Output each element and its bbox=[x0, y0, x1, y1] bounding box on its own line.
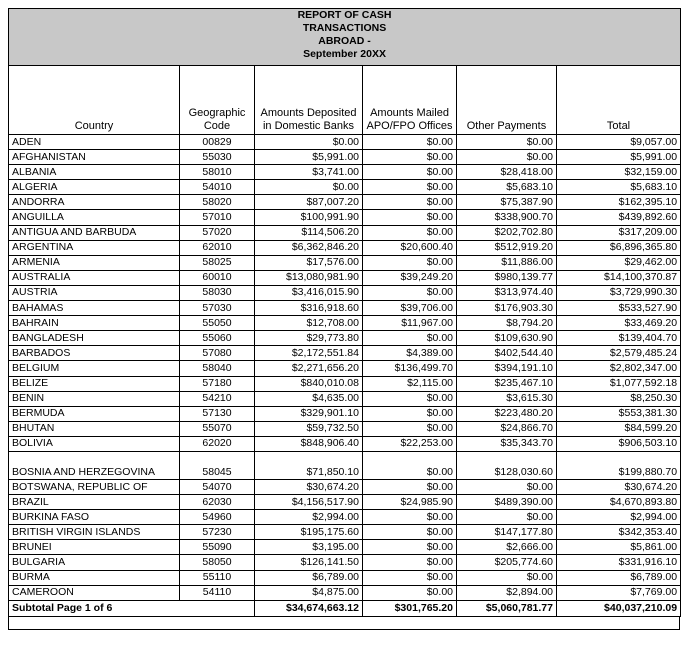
cell-country: CAMEROON bbox=[9, 585, 180, 600]
table-body bbox=[9, 135, 681, 601]
table-row bbox=[9, 525, 681, 540]
cell-country: ARGENTINA bbox=[9, 240, 180, 255]
cell-country: BOLIVIA bbox=[9, 436, 180, 451]
cell-geographic-code: 55110 bbox=[180, 570, 255, 585]
cell-mailed: $0.00 bbox=[363, 555, 457, 570]
cell-country: AFGHANISTAN bbox=[9, 150, 180, 165]
cell-country: AUSTRALIA bbox=[9, 270, 180, 285]
cell-geographic-code: 57080 bbox=[180, 346, 255, 361]
cell-country: AUSTRIA bbox=[9, 285, 180, 300]
cell-mailed: $0.00 bbox=[363, 510, 457, 525]
cell-mailed: $0.00 bbox=[363, 451, 457, 479]
cell-mailed: $20,600.40 bbox=[363, 240, 457, 255]
cell-other-payments: $223,480.20 bbox=[457, 406, 557, 421]
cell-other-payments: $394,191.10 bbox=[457, 361, 557, 376]
table-row bbox=[9, 346, 681, 361]
cell-total: $162,395.10 bbox=[557, 195, 681, 210]
cell-country: BRAZIL bbox=[9, 495, 180, 510]
table-footer-border bbox=[8, 616, 680, 630]
cell-other-payments: $75,387.90 bbox=[457, 195, 557, 210]
table-row bbox=[9, 495, 681, 510]
column-header-other-payments: Other Payments bbox=[457, 66, 557, 135]
cell-total: $7,769.00 bbox=[557, 585, 681, 600]
column-header-deposited: Amounts Deposited in Domestic Banks bbox=[255, 66, 363, 135]
cell-other-payments: $205,774.60 bbox=[457, 555, 557, 570]
table-row bbox=[9, 255, 681, 270]
cell-country: ANTIGUA AND BARBUDA bbox=[9, 225, 180, 240]
cash-transactions-table bbox=[8, 8, 681, 617]
cell-geographic-code: 54010 bbox=[180, 180, 255, 195]
cell-country: BOSNIA AND HERZEGOVINA bbox=[9, 451, 180, 479]
title-line: September 20XX bbox=[303, 48, 386, 60]
cell-total: $3,729,990.30 bbox=[557, 285, 681, 300]
cell-mailed: $39,249.20 bbox=[363, 270, 457, 285]
cell-total: $199,880.70 bbox=[557, 451, 681, 479]
cell-other-payments: $3,615.30 bbox=[457, 391, 557, 406]
cell-total: $331,916.10 bbox=[557, 555, 681, 570]
cell-geographic-code: 58010 bbox=[180, 165, 255, 180]
table-row bbox=[9, 240, 681, 255]
cell-deposited: $13,080,981.90 bbox=[255, 270, 363, 285]
cell-total: $84,599.20 bbox=[557, 421, 681, 436]
cell-other-payments: $402,544.40 bbox=[457, 346, 557, 361]
cell-country: BENIN bbox=[9, 391, 180, 406]
report-title bbox=[9, 9, 681, 66]
cell-other-payments: $0.00 bbox=[457, 135, 557, 150]
cell-geographic-code: 55050 bbox=[180, 316, 255, 331]
table-row bbox=[9, 210, 681, 225]
cell-total: $9,057.00 bbox=[557, 135, 681, 150]
cell-geographic-code: 58045 bbox=[180, 451, 255, 479]
table-row bbox=[9, 451, 681, 479]
table-row bbox=[9, 270, 681, 285]
column-header-country: Country bbox=[9, 66, 180, 135]
cell-total: $317,209.00 bbox=[557, 225, 681, 240]
title-line: ABROAD - bbox=[318, 35, 371, 47]
table-row bbox=[9, 570, 681, 585]
table-row bbox=[9, 391, 681, 406]
cell-country: BULGARIA bbox=[9, 555, 180, 570]
cell-total: $2,579,485.24 bbox=[557, 346, 681, 361]
cell-country: BERMUDA bbox=[9, 406, 180, 421]
table-row bbox=[9, 436, 681, 451]
table-row bbox=[9, 585, 681, 600]
cell-other-payments: $235,467.10 bbox=[457, 376, 557, 391]
cell-total: $906,503.10 bbox=[557, 436, 681, 451]
cell-mailed: $0.00 bbox=[363, 391, 457, 406]
cell-deposited: $0.00 bbox=[255, 135, 363, 150]
cell-country: BRUNEI bbox=[9, 540, 180, 555]
cell-other-payments: $512,919.20 bbox=[457, 240, 557, 255]
cell-geographic-code: 55030 bbox=[180, 150, 255, 165]
cell-mailed: $0.00 bbox=[363, 570, 457, 585]
table-row bbox=[9, 301, 681, 316]
cell-other-payments: $11,886.00 bbox=[457, 255, 557, 270]
cell-geographic-code: 00829 bbox=[180, 135, 255, 150]
cell-mailed: $0.00 bbox=[363, 180, 457, 195]
cell-geographic-code: 58030 bbox=[180, 285, 255, 300]
cell-geographic-code: 58050 bbox=[180, 555, 255, 570]
cell-geographic-code: 57130 bbox=[180, 406, 255, 421]
cell-deposited: $100,991.90 bbox=[255, 210, 363, 225]
cell-other-payments: $489,390.00 bbox=[457, 495, 557, 510]
cell-geographic-code: 60010 bbox=[180, 270, 255, 285]
table-row bbox=[9, 406, 681, 421]
cell-total: $8,250.30 bbox=[557, 391, 681, 406]
table-row bbox=[9, 555, 681, 570]
cell-other-payments: $0.00 bbox=[457, 150, 557, 165]
title-line: REPORT OF CASH bbox=[297, 9, 392, 21]
cell-mailed: $0.00 bbox=[363, 331, 457, 346]
cell-geographic-code: 57020 bbox=[180, 225, 255, 240]
cell-other-payments: $24,866.70 bbox=[457, 421, 557, 436]
cell-total: $2,802,347.00 bbox=[557, 361, 681, 376]
cell-mailed: $0.00 bbox=[363, 195, 457, 210]
cell-deposited: $316,918.60 bbox=[255, 301, 363, 316]
cell-country: BURKINA FASO bbox=[9, 510, 180, 525]
subtotal-label: Subtotal Page 1 of 6 bbox=[9, 600, 255, 616]
cell-other-payments: $8,794.20 bbox=[457, 316, 557, 331]
cell-mailed: $0.00 bbox=[363, 421, 457, 436]
cell-total: $342,353.40 bbox=[557, 525, 681, 540]
cell-other-payments: $980,139.77 bbox=[457, 270, 557, 285]
cell-country: BELGIUM bbox=[9, 361, 180, 376]
cell-total: $5,683.10 bbox=[557, 180, 681, 195]
table-row bbox=[9, 316, 681, 331]
cell-country: BAHRAIN bbox=[9, 316, 180, 331]
cell-geographic-code: 58020 bbox=[180, 195, 255, 210]
cell-geographic-code: 62020 bbox=[180, 436, 255, 451]
cell-deposited: $840,010.08 bbox=[255, 376, 363, 391]
cell-geographic-code: 57180 bbox=[180, 376, 255, 391]
cell-mailed: $0.00 bbox=[363, 479, 457, 494]
cell-other-payments: $338,900.70 bbox=[457, 210, 557, 225]
cell-deposited: $0.00 bbox=[255, 180, 363, 195]
cell-country: ALBANIA bbox=[9, 165, 180, 180]
cell-total: $139,404.70 bbox=[557, 331, 681, 346]
cell-geographic-code: 57030 bbox=[180, 301, 255, 316]
cell-country: ANDORRA bbox=[9, 195, 180, 210]
cell-deposited: $195,175.60 bbox=[255, 525, 363, 540]
cell-deposited: $29,773.80 bbox=[255, 331, 363, 346]
cell-total: $33,469.20 bbox=[557, 316, 681, 331]
subtotal-mailed: $301,765.20 bbox=[363, 600, 457, 616]
cell-deposited: $114,506.20 bbox=[255, 225, 363, 240]
cell-country: BRITISH VIRGIN ISLANDS bbox=[9, 525, 180, 540]
cell-other-payments: $202,702.80 bbox=[457, 225, 557, 240]
table-row bbox=[9, 135, 681, 150]
cell-total: $29,462.00 bbox=[557, 255, 681, 270]
cell-mailed: $4,389.00 bbox=[363, 346, 457, 361]
cell-total: $6,896,365.80 bbox=[557, 240, 681, 255]
table-row bbox=[9, 195, 681, 210]
cell-mailed: $0.00 bbox=[363, 150, 457, 165]
cell-deposited: $30,674.20 bbox=[255, 479, 363, 494]
cell-total: $533,527.90 bbox=[557, 301, 681, 316]
cell-other-payments: $0.00 bbox=[457, 510, 557, 525]
table-row bbox=[9, 510, 681, 525]
cell-mailed: $22,253.00 bbox=[363, 436, 457, 451]
cell-deposited: $3,195.00 bbox=[255, 540, 363, 555]
cell-deposited: $6,362,846.20 bbox=[255, 240, 363, 255]
subtotal-other: $5,060,781.77 bbox=[457, 600, 557, 616]
cell-geographic-code: 62010 bbox=[180, 240, 255, 255]
table-row bbox=[9, 540, 681, 555]
cell-geographic-code: 54070 bbox=[180, 479, 255, 494]
cell-country: BARBADOS bbox=[9, 346, 180, 361]
cell-geographic-code: 58040 bbox=[180, 361, 255, 376]
table-row bbox=[9, 376, 681, 391]
cell-mailed: $39,706.00 bbox=[363, 301, 457, 316]
cell-deposited: $3,416,015.90 bbox=[255, 285, 363, 300]
cell-total: $5,861.00 bbox=[557, 540, 681, 555]
column-header-geographic-code: Geographic Code bbox=[180, 66, 255, 135]
cell-mailed: $0.00 bbox=[363, 225, 457, 240]
cell-mailed: $0.00 bbox=[363, 135, 457, 150]
cell-deposited: $4,156,517.90 bbox=[255, 495, 363, 510]
cell-deposited: $2,172,551.84 bbox=[255, 346, 363, 361]
table-row bbox=[9, 331, 681, 346]
cell-total: $1,077,592.18 bbox=[557, 376, 681, 391]
cell-country: BELIZE bbox=[9, 376, 180, 391]
cell-country: ADEN bbox=[9, 135, 180, 150]
cell-other-payments: $2,894.00 bbox=[457, 585, 557, 600]
cell-geographic-code: 55090 bbox=[180, 540, 255, 555]
cell-total: $439,892.60 bbox=[557, 210, 681, 225]
cell-mailed: $0.00 bbox=[363, 255, 457, 270]
cell-geographic-code: 54210 bbox=[180, 391, 255, 406]
cell-deposited: $59,732.50 bbox=[255, 421, 363, 436]
cell-geographic-code: 55060 bbox=[180, 331, 255, 346]
cell-geographic-code: 54110 bbox=[180, 585, 255, 600]
cell-mailed: $136,499.70 bbox=[363, 361, 457, 376]
table-row bbox=[9, 361, 681, 376]
table-row bbox=[9, 225, 681, 240]
cell-deposited: $4,875.00 bbox=[255, 585, 363, 600]
cell-mailed: $0.00 bbox=[363, 165, 457, 180]
column-header-total: Total bbox=[557, 66, 681, 135]
table-row bbox=[9, 421, 681, 436]
cell-country: BHUTAN bbox=[9, 421, 180, 436]
cell-total: $4,670,893.80 bbox=[557, 495, 681, 510]
cell-other-payments: $109,630.90 bbox=[457, 331, 557, 346]
cell-other-payments: $176,903.30 bbox=[457, 301, 557, 316]
cell-deposited: $848,906.40 bbox=[255, 436, 363, 451]
cell-country: BURMA bbox=[9, 570, 180, 585]
cell-deposited: $329,901.10 bbox=[255, 406, 363, 421]
cell-geographic-code: 54960 bbox=[180, 510, 255, 525]
cell-mailed: $11,967.00 bbox=[363, 316, 457, 331]
cell-country: BAHAMAS bbox=[9, 301, 180, 316]
cell-total: $30,674.20 bbox=[557, 479, 681, 494]
table-row bbox=[9, 165, 681, 180]
title-line: TRANSACTIONS bbox=[302, 22, 387, 34]
cell-geographic-code: 62030 bbox=[180, 495, 255, 510]
cell-deposited: $2,271,656.20 bbox=[255, 361, 363, 376]
cell-deposited: $17,576.00 bbox=[255, 255, 363, 270]
cell-country: ARMENIA bbox=[9, 255, 180, 270]
cell-total: $2,994.00 bbox=[557, 510, 681, 525]
cell-deposited: $126,141.50 bbox=[255, 555, 363, 570]
cell-mailed: $0.00 bbox=[363, 540, 457, 555]
cell-other-payments: $0.00 bbox=[457, 479, 557, 494]
cell-geographic-code: 57230 bbox=[180, 525, 255, 540]
table-row bbox=[9, 285, 681, 300]
cell-total: $5,991.00 bbox=[557, 150, 681, 165]
table-row bbox=[9, 479, 681, 494]
cell-total: $32,159.00 bbox=[557, 165, 681, 180]
cell-other-payments: $28,418.00 bbox=[457, 165, 557, 180]
subtotal-row bbox=[9, 600, 681, 616]
cell-mailed: $0.00 bbox=[363, 585, 457, 600]
cell-total: $6,789.00 bbox=[557, 570, 681, 585]
cell-other-payments: $35,343.70 bbox=[457, 436, 557, 451]
cell-country: BANGLADESH bbox=[9, 331, 180, 346]
cell-mailed: $24,985.90 bbox=[363, 495, 457, 510]
cell-deposited: $71,850.10 bbox=[255, 451, 363, 479]
cell-deposited: $2,994.00 bbox=[255, 510, 363, 525]
cell-other-payments: $147,177.80 bbox=[457, 525, 557, 540]
cell-geographic-code: 58025 bbox=[180, 255, 255, 270]
cell-country: BOTSWANA, REPUBLIC OF bbox=[9, 479, 180, 494]
cell-deposited: $3,741.00 bbox=[255, 165, 363, 180]
cell-other-payments: $5,683.10 bbox=[457, 180, 557, 195]
cell-total: $553,381.30 bbox=[557, 406, 681, 421]
cell-mailed: $0.00 bbox=[363, 525, 457, 540]
cell-other-payments: $313,974.40 bbox=[457, 285, 557, 300]
cell-other-payments: $128,030.60 bbox=[457, 451, 557, 479]
cell-deposited: $4,635.00 bbox=[255, 391, 363, 406]
cell-deposited: $87,007.20 bbox=[255, 195, 363, 210]
cell-mailed: $0.00 bbox=[363, 210, 457, 225]
cell-country: ANGUILLA bbox=[9, 210, 180, 225]
cell-geographic-code: 55070 bbox=[180, 421, 255, 436]
table-row bbox=[9, 180, 681, 195]
subtotal-deposited: $34,674,663.12 bbox=[255, 600, 363, 616]
table-row bbox=[9, 150, 681, 165]
cell-mailed: $0.00 bbox=[363, 285, 457, 300]
cell-mailed: $0.00 bbox=[363, 406, 457, 421]
cell-deposited: $5,991.00 bbox=[255, 150, 363, 165]
cell-total: $14,100,370.87 bbox=[557, 270, 681, 285]
cell-deposited: $12,708.00 bbox=[255, 316, 363, 331]
cell-other-payments: $0.00 bbox=[457, 570, 557, 585]
cell-deposited: $6,789.00 bbox=[255, 570, 363, 585]
cell-mailed: $2,115.00 bbox=[363, 376, 457, 391]
cell-country: ALGERIA bbox=[9, 180, 180, 195]
cell-geographic-code: 57010 bbox=[180, 210, 255, 225]
column-header-mailed: Amounts Mailed APO/FPO Offices bbox=[363, 66, 457, 135]
cell-other-payments: $2,666.00 bbox=[457, 540, 557, 555]
subtotal-total: $40,037,210.09 bbox=[557, 600, 681, 616]
